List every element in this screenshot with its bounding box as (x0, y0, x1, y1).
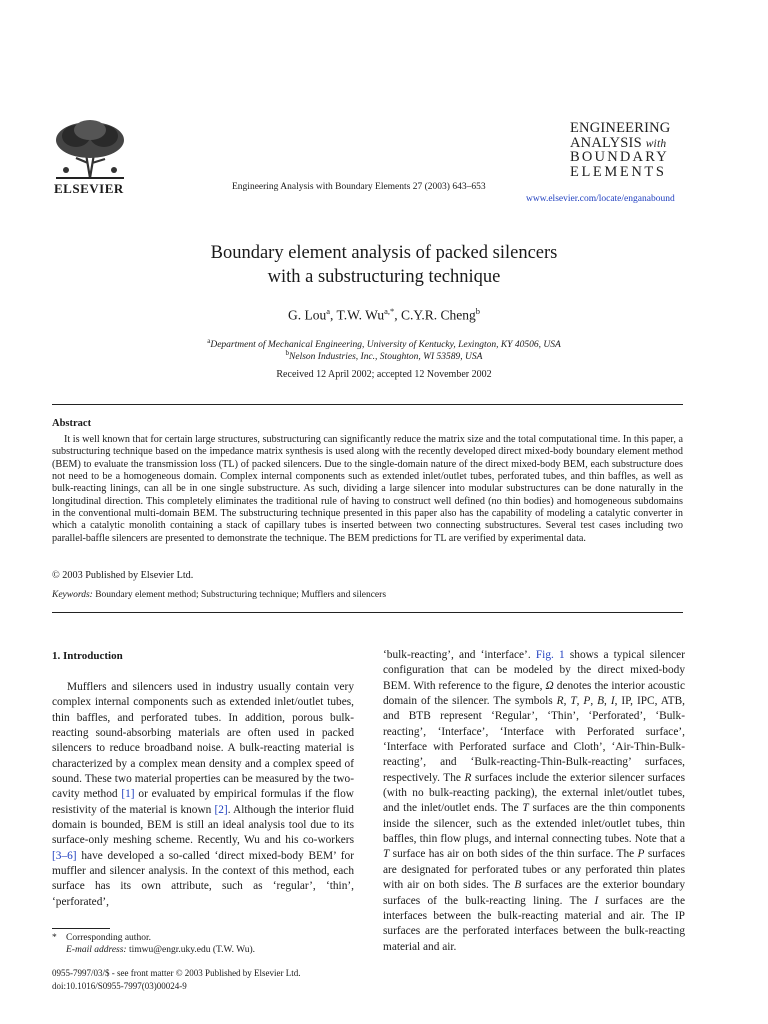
math-symbol: B (514, 879, 522, 892)
math-symbol: P (637, 848, 645, 861)
text-run: , (563, 695, 571, 708)
text-run: surface has air on both sides of the thin surface. The (389, 848, 638, 861)
masthead-line-4: ELEMENTS (570, 163, 667, 180)
page-footer (52, 967, 412, 992)
masthead-line-1: ENGINEERING (570, 120, 671, 136)
email-label: E-mail address: (66, 945, 127, 955)
author-name: G. Lou (287, 307, 327, 323)
author-affiliation-mark: a (326, 306, 330, 316)
text-run: ‘bulk-reacting’, and ‘interface’. (383, 649, 536, 661)
text-run: denotes the interior acoustic domain of the silencer. The symbols (383, 679, 685, 708)
title-line-1: Boundary element analysis of packed silencers (210, 243, 558, 263)
divider-bottom (52, 612, 683, 613)
footer-copyright: 0955-7997/03/$ - see front matter © 2003 Published by Elsevier Ltd. (52, 968, 301, 978)
text-run: , (576, 695, 584, 708)
intro-column-right (383, 648, 685, 955)
citation-link[interactable]: [2] (214, 803, 228, 816)
author-list: G. Lou$^a$, T.W. $Wu^{a,*}$, C.Y.R. Cheng$^b$ (287, 306, 481, 323)
math-symbol: I (610, 695, 615, 708)
text-run: , (604, 695, 611, 708)
journal-url-link[interactable]: www.elsevier.com/locate/enganabound (526, 194, 675, 204)
masthead-line-2 (570, 136, 682, 151)
masthead-analysis: ANALYSIS (570, 134, 642, 151)
citation-link[interactable]: [1] (121, 788, 135, 801)
author-name: T.W. Wu (336, 307, 385, 323)
text-run: . Although the interior fluid domain is bounded, BEM is still an ideal analysis tool due to its surface-only meshing scheme. Recently, Wu and his co-workers (52, 803, 354, 847)
elsevier-tree-logo (50, 118, 130, 180)
masthead-line-3: BOUNDARY (570, 149, 669, 165)
masthead-with: with (645, 137, 667, 150)
abstract-copyright: © 2003 Published by Elsevier Ltd. (52, 570, 194, 581)
text-run: shows a typical silencer configuration that can be modeled by the direct mixed-body BEM. With reference to the figure, (383, 649, 685, 692)
keywords-text: Boundary element method; Substructuring technique; Mufflers and silencers (95, 590, 387, 600)
publisher-name: ELSEVIER (54, 181, 124, 196)
footnote-author-note: Corresponding author. (66, 933, 151, 943)
text-run: surfaces are designated for perforated tubes or any perforated thin plates with air on both sides. The (383, 848, 685, 892)
affiliation-b (0, 349, 768, 362)
footnote-email-line (52, 944, 362, 956)
section-heading: 1. Introduction (52, 650, 123, 662)
footnote (52, 932, 362, 956)
email-address[interactable]: timwu@engr.uky.edu (T.W. Wu). (128, 945, 256, 955)
journal-reference: Engineering Analysis with Boundary Elements 27 (2003) 643–653 (232, 182, 486, 192)
affiliation-mark: a (207, 337, 211, 345)
text-run: , IP, IPC, ATB, and BTB represent ‘Regular’, ‘Thin’, ‘Perforated’, ‘Bulk-reacting’, ‘Interface’, ‘Interface with Perforated surface’, ‘Interface with Perforated surface and Cloth’, ‘Air-Thin-Bulk-reacting’, and ‘Bulk-reacting-Thin-Bulk-reacting’ surfaces, respectively. The (383, 695, 686, 784)
citation-link[interactable]: [3–6] (52, 849, 77, 862)
figure-link[interactable]: Fig. 1 (535, 649, 565, 661)
math-symbol: R (556, 695, 564, 708)
abstract-body: It is well known that for certain large structures, substructuring can significantly reduce the matrix size and the total computational time. In this paper, a substructuring technique based on the impedance matrix synthesis is used along with the recently developed direct mixed-body boundary element method (BEM) to evaluate the transmission loss (TL) of packed silencers. Due to the single-domain nature of the direct mixed-body BEM, each substructure does not need to be a homogeneous domain. Complex internal components such as extended inlet/outlet tubes, perforated tubes, and thin baffles, as well as bulk-reacting linings, can all be in one single substructure. As such, dividing a large silencer into modular substructures can be done naturally in the longitudinal direction. This completely eliminates the traditional rule of having to construct well defined (no thin bodies) and homogeneous subdomains in the conventional multi-domain BEM. The substructuring technique presented in this paper also has the capability of modeling a catalytic converter in which a catalytic monolith containing a stack of capillary tubes is inserted between two connecting substructures. Several test cases including two parallel-baffle silencers are presented to demonstrate the technique. The BEM predictions for TL are verified by experimental data. (52, 434, 683, 544)
author-affiliation-mark[interactable]: a,* (384, 306, 395, 316)
text-run: surfaces are the interfaces between the bulk-reacting material and air. The IP surfaces are the perforated interfaces between the bulk-reacting material and air. (383, 894, 686, 953)
footnote-author-line (52, 932, 362, 944)
math-symbol: T (383, 848, 390, 861)
abstract-heading: Abstract (52, 418, 92, 429)
affiliation-text: Department of Mechanical Engineering, University of Kentucky, Lexington, KY 40506, USA (210, 340, 561, 351)
text-run: surfaces are the thin components inside the silencer, such as the extended inlet/outlet tubes, thin baffles, thin flow plugs, and internal connecting tubes. Note that a (383, 802, 686, 846)
keywords-line (52, 590, 386, 600)
affiliation-mark: b (285, 349, 290, 357)
math-symbol: I (594, 894, 599, 907)
intro-column-left (52, 680, 354, 910)
author-name: C.Y.R. Cheng (401, 307, 476, 323)
divider-top (52, 404, 683, 405)
footnote-mark: * (52, 933, 57, 943)
math-symbol: T (522, 802, 529, 815)
math-symbol: P (583, 695, 591, 708)
text-run: or evaluated by empirical formulas if the flow resistivity of the material is known (52, 788, 354, 816)
math-symbol: R (464, 771, 472, 784)
math-symbol: B (597, 695, 605, 708)
footer-doi[interactable]: doi:10.1016/S0955-7997(03)00024-9 (52, 980, 187, 991)
journal-masthead (570, 121, 682, 179)
math-symbol: Ω (545, 679, 554, 692)
text-run: , (590, 695, 598, 708)
author-affiliation-mark: b (475, 306, 481, 316)
title-line-2: with a substructuring technique (267, 267, 501, 287)
text-run: surfaces are the exterior boundary surfaces of the bulk-reacting lining. The (383, 879, 685, 907)
math-symbol: T (570, 695, 577, 708)
article-title (0, 241, 768, 289)
text-run: Mufflers and silencers used in industry usually contain very complex internal components such as extended inlet/outlet tubes, thin baffles, and perforated tubes. In addition, porous bulk-reacting sound-absorbing materials are often used in packed silencers to reduce broadband noise. A bulk-reacting material is characterized by a complex mean density and a complex speed of sound. These two material properties can be measured by the two-cavity method (52, 681, 354, 801)
keywords-label: Keywords: (52, 590, 93, 600)
text-run: have developed a so-called ‘direct mixed-body BEM’ for muffler and silencer analysis. In the context of this method, each surface has its own attribute, such as ‘regular’, ‘thin’, ‘perforated’, (52, 849, 354, 908)
text-run: surfaces include the exterior silencer surfaces (with no bulk-reacting packing), the external inlet/outlet tubes, and the inlet/outlet ends. The (383, 771, 685, 815)
received-dates: Received 12 April 2002; accepted 12 November 2002 (276, 369, 492, 380)
affiliation-text: Nelson Industries, Inc., Stoughton, WI 53589, USA (289, 352, 483, 363)
footnote-rule (52, 928, 110, 929)
